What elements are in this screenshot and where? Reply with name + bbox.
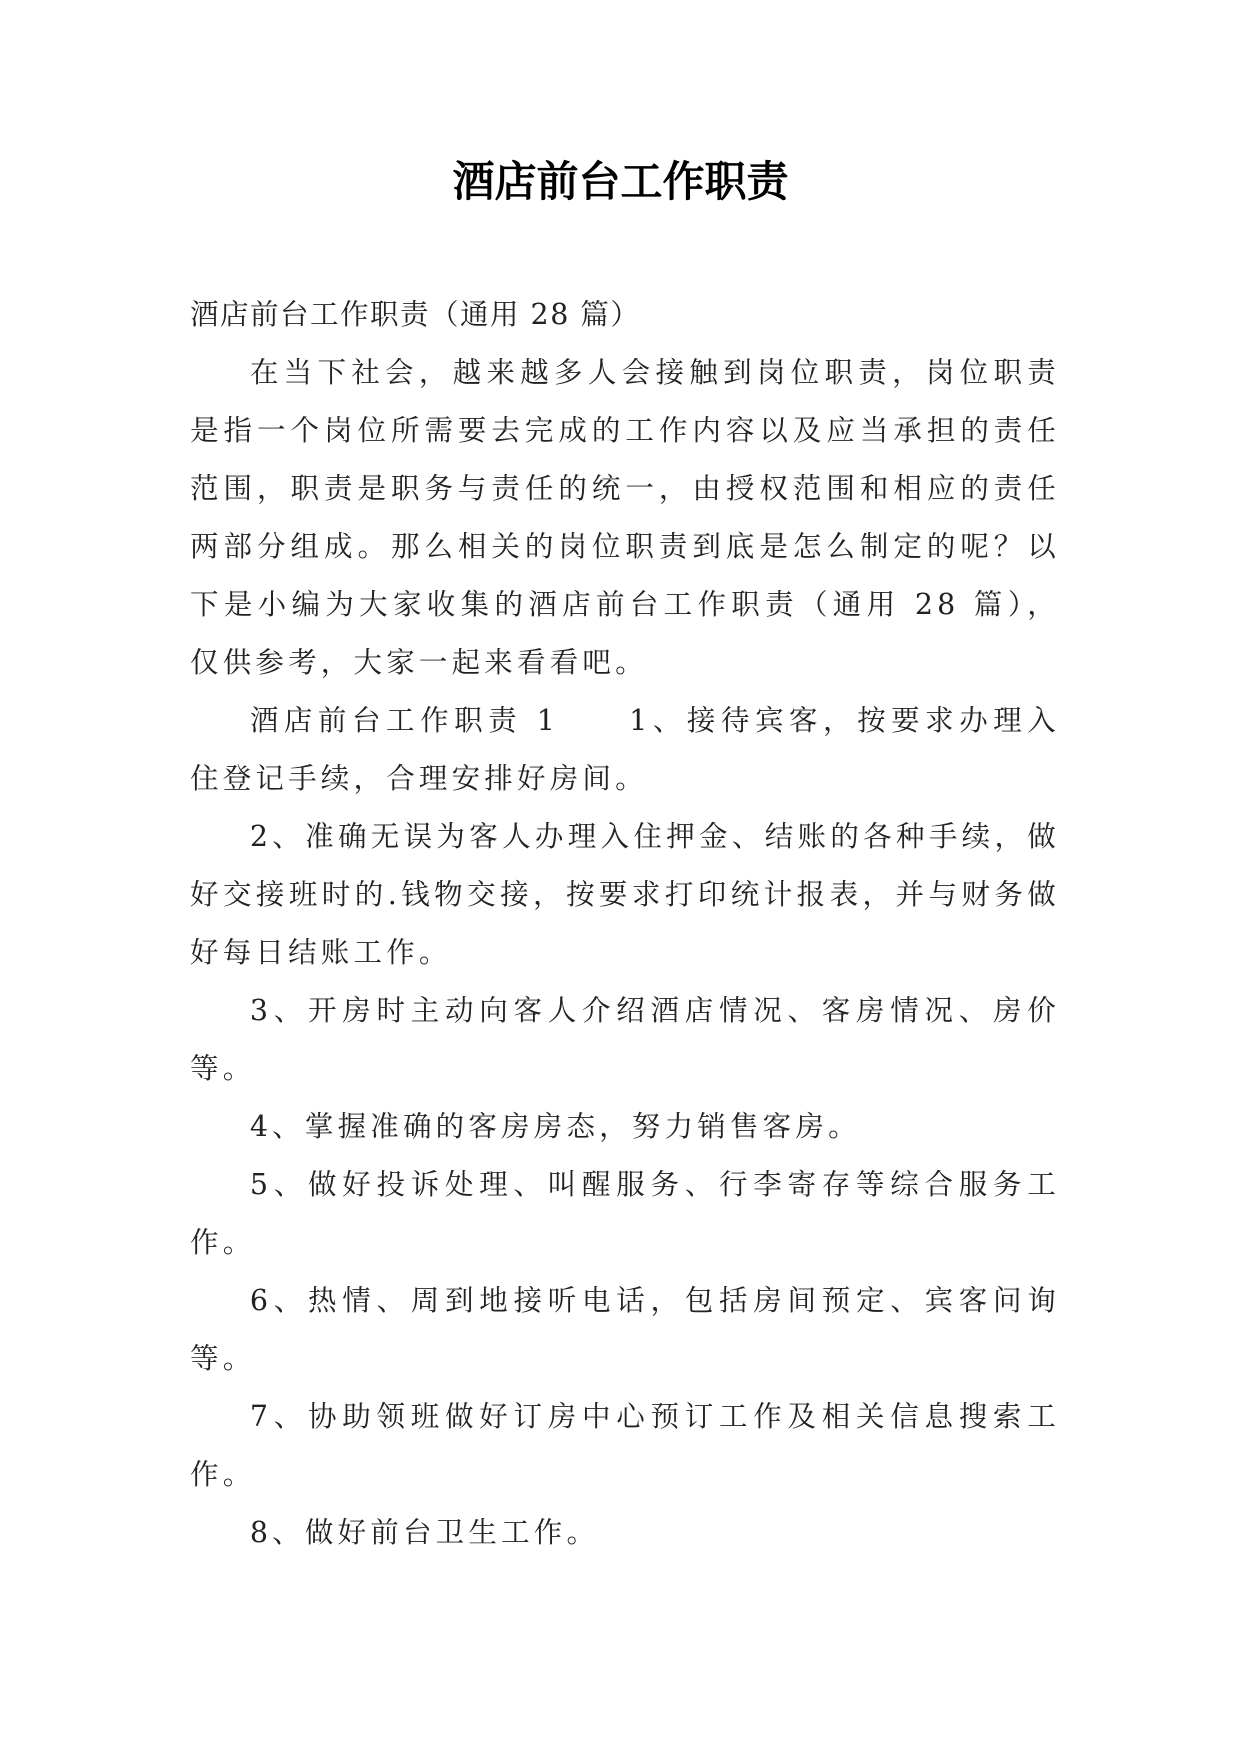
- intro-paragraph: 在当下社会，越来越多人会接触到岗位职责，岗位职责是指一个岗位所需要去完成的工作内容以及应当承担的责任范围，职责是职务与责任的统一，由授权范围和相应的责任两部分组成。那么相关的岗位职责到底是怎么制定的呢？以下是小编为大家收集的酒店前台工作职责（通用 28 篇），仅供参考，大家一起来看看吧。: [190, 356, 1060, 679]
- duty-item: 1、接待宾客，按要求办理入住登记手续，合理安排好房间。: [190, 704, 1060, 795]
- duty-item: 5、做好投诉处理、叫醒服务、行李寄存等综合服务工作。: [190, 1168, 1060, 1259]
- document-title: 酒店前台工作职责: [452, 157, 789, 206]
- document-subtitle: 酒店前台工作职责（通用 28 篇）: [190, 298, 641, 331]
- duty-item: 6、热情、周到地接听电话，包括房间预定、宾客问询等。: [190, 1284, 1060, 1375]
- document-body: [190, 286, 1060, 1562]
- duty-item: 2、准确无误为客人办理入住押金、结账的各种手续，做好交接班时的.钱物交接，按要求打印统计报表，并与财务做好每日结账工作。: [190, 820, 1060, 969]
- duty-item: 3、开房时主动向客人介绍酒店情况、客房情况、房价等。: [190, 994, 1060, 1085]
- duty-item: 4、掌握准确的客房房态，努力销售客房。: [249, 1110, 861, 1143]
- duty-item: 8、做好前台卫生工作。: [249, 1516, 600, 1549]
- duty-item: 7、协助领班做好订房中心预订工作及相关信息搜索工作。: [190, 1400, 1060, 1491]
- section-heading: 酒店前台工作职责 1: [249, 704, 560, 737]
- section-paragraph: [190, 692, 1060, 808]
